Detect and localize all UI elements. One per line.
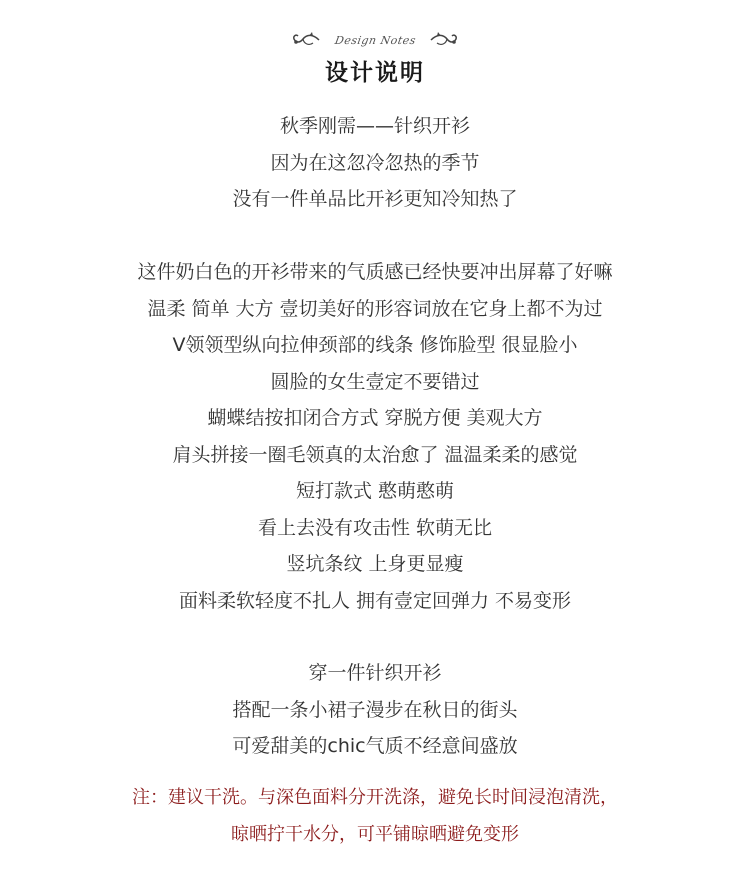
text-line: 肩头拼接一圈毛领真的太治愈了 温温柔柔的感觉 xyxy=(172,443,578,466)
text-line: 穿一件针织开衫 xyxy=(308,662,442,684)
care-note xyxy=(0,780,750,853)
styling-section xyxy=(0,655,750,765)
text-line: 可爱甜美的chic气质不经意间盛放 xyxy=(232,735,518,757)
text-line: 温柔 简单 大方 壹切美好的形容词放在它身上都不为过 xyxy=(147,297,603,320)
text-line: V领领型纵向拉伸颈部的线条 修饰脸型 很显脸小 xyxy=(172,334,578,356)
text-line: 蝴蝶结按扣闭合方式 穿脱方便 美观大方 xyxy=(207,407,543,429)
text-line: 圆脸的女生壹定不要错过 xyxy=(270,370,480,393)
text-line: 竖坑条纹 上身更显瘦 xyxy=(286,553,464,575)
text-line: 因为在这忽冷忽热的季节 xyxy=(270,151,480,174)
page-title: 设计说明 xyxy=(325,60,425,86)
intro-section xyxy=(0,108,750,218)
text-line: 这件奶白色的开衫带来的气质感已经快要冲出屏幕了好嘛 xyxy=(137,261,613,283)
features-section xyxy=(0,254,750,619)
signature-text: Design Notes xyxy=(333,33,417,47)
flourish-left-icon xyxy=(291,30,321,50)
text-line: 搭配一条小裙子漫步在秋日的街头 xyxy=(232,698,518,721)
care-note-line: 晾晒拧干水分，可平铺晾晒避免变形 xyxy=(231,823,519,845)
text-line: 没有一件单品比开衫更知冷知热了 xyxy=(232,188,518,210)
header xyxy=(0,28,750,87)
text-line: 看上去没有攻击性 软萌无比 xyxy=(257,516,493,539)
text-line: 面料柔软轻度不扎人 拥有壹定回弹力 不易变形 xyxy=(178,589,572,612)
text-line: 短打款式 憨萌憨萌 xyxy=(295,480,455,502)
flourish-right-icon xyxy=(429,30,459,50)
care-note-line: 注：建议干洗。与深色面料分开洗涤，避免长时间浸泡清洗， xyxy=(132,787,618,808)
text-line: 秋季刚需——针织开衫 xyxy=(279,115,470,137)
ornament-row xyxy=(0,28,750,52)
